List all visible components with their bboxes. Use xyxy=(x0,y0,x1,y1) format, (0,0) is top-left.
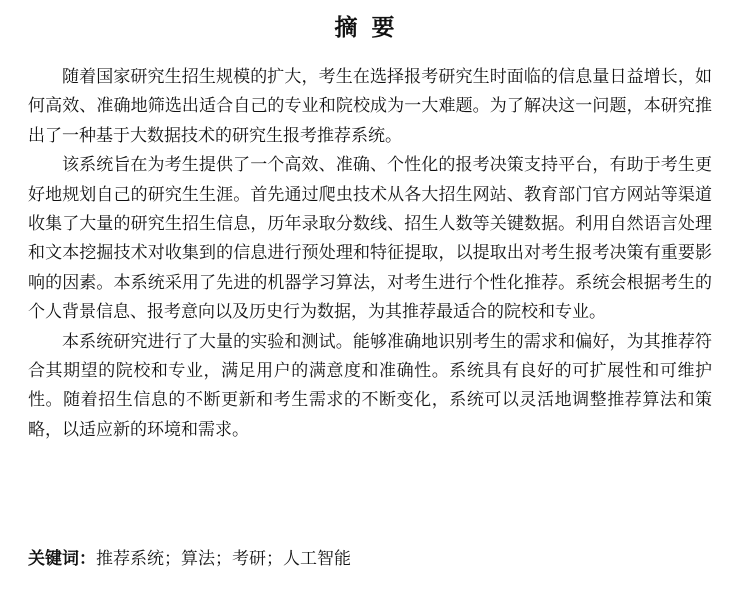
keywords-line xyxy=(28,545,712,574)
abstract-title: 摘要 xyxy=(334,15,409,41)
abstract-body xyxy=(28,63,712,445)
abstract-paragraph-3: 本系统研究进行了大量的实验和测试。能够准确地识别考生的需求和偏好，为其推荐符合其期望的院校和专业，满足用户的满意度和准确性。系统具有良好的可扩展性和可维护性。随着招生信息的不断更新和考生需求的不断变化，系统可以灵活地调整推荐算法和策略，以适应新的环境和需求。 xyxy=(28,331,712,440)
abstract-paragraph-1: 随着国家研究生招生规模的扩大，考生在选择报考研究生时面临的信息量日益增长，如何高效、准确地筛选出适合自己的专业和院校成为一大难题。为了解决这一问题，本研究推出了一种基于大数据技术的研究生报考推荐系统。 xyxy=(28,67,712,146)
keywords-value: 推荐系统；算法；考研；人工智能 xyxy=(96,549,351,569)
abstract-paragraph-2: 该系统旨在为考生提供了一个高效、准确、个性化的报考决策支持平台，有助于考生更好地规划自己的研究生生涯。首先通过爬虫技术从各大招生网站、教育部门官方网站等渠道收集了大量的研究生招生信息，历年录取分数线、招生人数等关键数据。利用自然语言处理和文本挖掘技术对收集到的信息进行预处理和特征提取，以提取出对考生报考决策有重要影响的因素。本系统采用了先进的机器学习算法，对考生进行个性化推荐。系统会根据考生的个人背景信息、报考意向以及历史行为数据，为其推荐最适合的院校和专业。 xyxy=(28,155,712,323)
keywords-label: 关键词： xyxy=(28,549,96,569)
